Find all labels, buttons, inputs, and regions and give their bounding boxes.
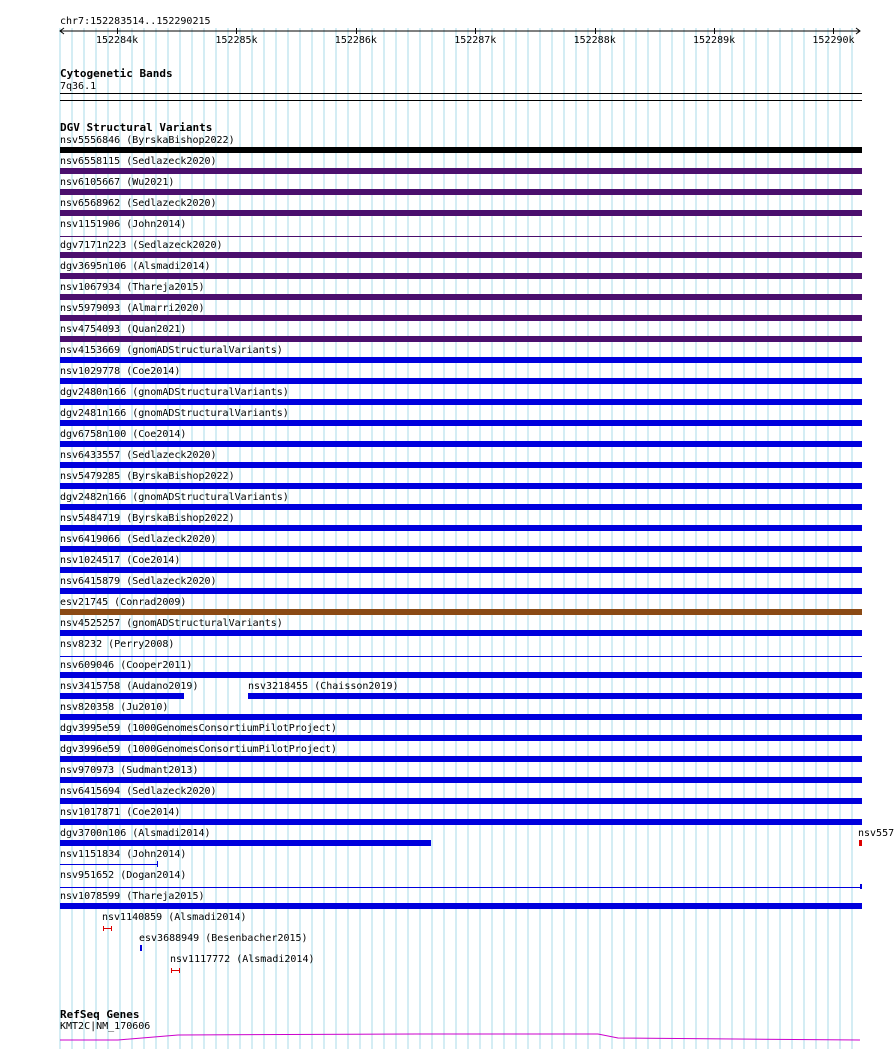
variant-label[interactable]: nsv6568962 (Sedlazeck2020) [60, 198, 217, 209]
variant-label[interactable]: nsv1117772 (Alsmadi2014) [170, 954, 315, 965]
variant-feature[interactable] [60, 483, 862, 489]
ruler-tick-label: 152285k [215, 35, 258, 46]
variant-label[interactable]: nsv4754093 (Quan2021) [60, 324, 187, 335]
ruler-tick [833, 28, 834, 34]
variant-feature[interactable] [60, 168, 862, 174]
variant-feature[interactable] [60, 756, 862, 762]
variant-feature[interactable] [859, 840, 862, 846]
variant-feature[interactable] [60, 357, 862, 363]
variant-label[interactable]: esv3688949 (Besenbacher2015) [139, 933, 308, 944]
variant-feature-cap [111, 926, 112, 931]
variant-feature[interactable] [60, 210, 862, 216]
variant-feature[interactable] [60, 420, 862, 426]
variant-label[interactable]: nsv970973 (Sudmant2013) [60, 765, 199, 776]
variant-label[interactable]: nsv6105667 (Wu2021) [60, 177, 175, 188]
variant-label[interactable]: dgv2481n166 (gnomADStructuralVariants) [60, 408, 289, 419]
variant-feature[interactable] [60, 504, 862, 510]
variant-label[interactable]: nsv1067934 (Thareja2015) [60, 282, 205, 293]
ruler-location: chr7:152283514..152290215 [60, 16, 211, 27]
ruler-tick-label: 152286k [334, 35, 377, 46]
variant-label[interactable]: nsv1140859 (Alsmadi2014) [102, 912, 247, 923]
cytoband-band-top [60, 93, 862, 94]
variant-label[interactable]: dgv3995e59 (1000GenomesConsortiumPilotProject) [60, 723, 337, 734]
ruler-tick-label: 152284k [96, 35, 139, 46]
variant-label[interactable]: nsv6415694 (Sedlazeck2020) [60, 786, 217, 797]
variant-label[interactable]: nsv4153669 (gnomADStructuralVariants) [60, 345, 283, 356]
variant-label[interactable]: nsv1017871 (Coe2014) [60, 807, 181, 818]
variant-feature[interactable] [60, 546, 862, 552]
ruler-tick [595, 28, 596, 34]
variant-feature[interactable] [60, 462, 862, 468]
variant-feature[interactable] [60, 588, 862, 594]
variant-feature[interactable] [60, 903, 862, 909]
variant-label[interactable]: nsv4525257 (gnomADStructuralVariants) [60, 618, 283, 629]
ruler-tick [117, 28, 118, 34]
variant-feature[interactable] [60, 399, 862, 405]
ruler-tick-label: 152289k [693, 35, 736, 46]
variant-label[interactable]: nsv8232 (Perry2008) [60, 639, 175, 650]
variant-label[interactable]: nsv6419066 (Sedlazeck2020) [60, 534, 217, 545]
variant-label[interactable]: nsv609046 (Cooper2011) [60, 660, 193, 671]
variant-feature[interactable] [60, 630, 862, 636]
variant-feature[interactable] [60, 735, 862, 741]
variant-feature[interactable] [60, 525, 862, 531]
variant-label[interactable]: dgv6758n100 (Coe2014) [60, 429, 187, 440]
variant-label[interactable]: nsv1151906 (John2014) [60, 219, 187, 230]
ruler-tick [236, 28, 237, 34]
variant-label[interactable]: dgv7171n223 (Sedlazeck2020) [60, 240, 223, 251]
variant-feature[interactable] [60, 777, 862, 783]
variant-label[interactable]: nsv5556846 (ByrskaBishop2022) [60, 135, 235, 146]
variant-label[interactable]: nsv5484719 (ByrskaBishop2022) [60, 513, 235, 524]
variant-label[interactable]: nsv951652 (Dogan2014) [60, 870, 187, 881]
ruler-tick [475, 28, 476, 34]
variant-feature[interactable] [60, 798, 862, 804]
variant-label[interactable]: nsv1078599 (Thareja2015) [60, 891, 205, 902]
variant-feature[interactable] [60, 693, 184, 699]
variant-feature[interactable] [140, 945, 142, 951]
variant-feature[interactable] [60, 378, 862, 384]
variant-label[interactable]: nsv1151834 (John2014) [60, 849, 187, 860]
variant-feature[interactable] [60, 236, 862, 237]
refseq-gene-feature[interactable] [58, 1030, 864, 1044]
variant-feature[interactable] [60, 336, 862, 342]
variant-label[interactable]: nsv1029778 (Coe2014) [60, 366, 181, 377]
variant-label[interactable]: nsv1024517 (Coe2014) [60, 555, 181, 566]
variant-label[interactable]: nsv820358 (Ju2010) [60, 702, 169, 713]
variant-label[interactable]: dgv3996e59 (1000GenomesConsortiumPilotProject) [60, 744, 337, 755]
variant-feature[interactable] [60, 147, 862, 153]
variant-feature[interactable] [60, 315, 862, 321]
variant-label[interactable]: nsv3415758 (Audano2019) [60, 681, 199, 692]
variant-label[interactable]: dgv2480n166 (gnomADStructuralVariants) [60, 387, 289, 398]
variant-feature[interactable] [60, 567, 862, 573]
variant-feature[interactable] [60, 887, 862, 888]
variant-feature[interactable] [60, 441, 862, 447]
variant-label[interactable]: dgv2482n166 (gnomADStructuralVariants) [60, 492, 289, 503]
variant-label[interactable]: esv21745 (Conrad2009) [60, 597, 187, 608]
variant-feature[interactable] [60, 252, 862, 258]
refseq-gene-label[interactable]: KMT2C|NM_170606 [60, 1021, 151, 1032]
cytoband-track-title: Cytogenetic Bands [60, 67, 173, 80]
variant-feature[interactable] [60, 189, 862, 195]
variant-label[interactable]: nsv6558115 (Sedlazeck2020) [60, 156, 217, 167]
dgv-track-title: DGV Structural Variants [60, 121, 213, 134]
variant-feature[interactable] [248, 693, 862, 699]
variant-label[interactable]: dgv3700n106 (Alsmadi2014) [60, 828, 211, 839]
variant-label[interactable]: nsv5979093 (Almarri2020) [60, 303, 205, 314]
variant-label[interactable]: nsv6415879 (Sedlazeck2020) [60, 576, 217, 587]
variant-label[interactable]: nsv3218455 (Chaisson2019) [248, 681, 399, 692]
variant-feature-cap [179, 968, 180, 973]
ruler-tick-label: 152288k [573, 35, 616, 46]
cytoband-band-bottom [60, 100, 862, 101]
variant-feature[interactable] [60, 672, 862, 678]
variant-feature[interactable] [60, 656, 862, 657]
variant-label[interactable]: nsv5479285 (ByrskaBishop2022) [60, 471, 235, 482]
ruler-tick [356, 28, 357, 34]
variant-feature[interactable] [60, 273, 862, 279]
ruler-tick-label: 152290k [812, 35, 855, 46]
variant-feature[interactable] [60, 714, 862, 720]
variant-feature[interactable] [60, 294, 862, 300]
variant-label[interactable]: nsv557 [858, 828, 894, 839]
variant-feature[interactable] [60, 864, 158, 865]
variant-feature-cap [157, 861, 158, 867]
variant-feature-cap [860, 884, 862, 889]
refseq-track-title: RefSeq Genes [60, 1008, 140, 1021]
variant-label[interactable]: nsv6433557 (Sedlazeck2020) [60, 450, 217, 461]
variant-label[interactable]: dgv3695n106 (Alsmadi2014) [60, 261, 211, 272]
ruler-tick [714, 28, 715, 34]
variant-feature[interactable] [60, 819, 862, 825]
variant-feature[interactable] [60, 609, 862, 615]
ruler-tick-label: 152287k [454, 35, 497, 46]
variant-feature[interactable] [60, 840, 431, 846]
cytoband-label: 7q36.1 [60, 81, 97, 92]
